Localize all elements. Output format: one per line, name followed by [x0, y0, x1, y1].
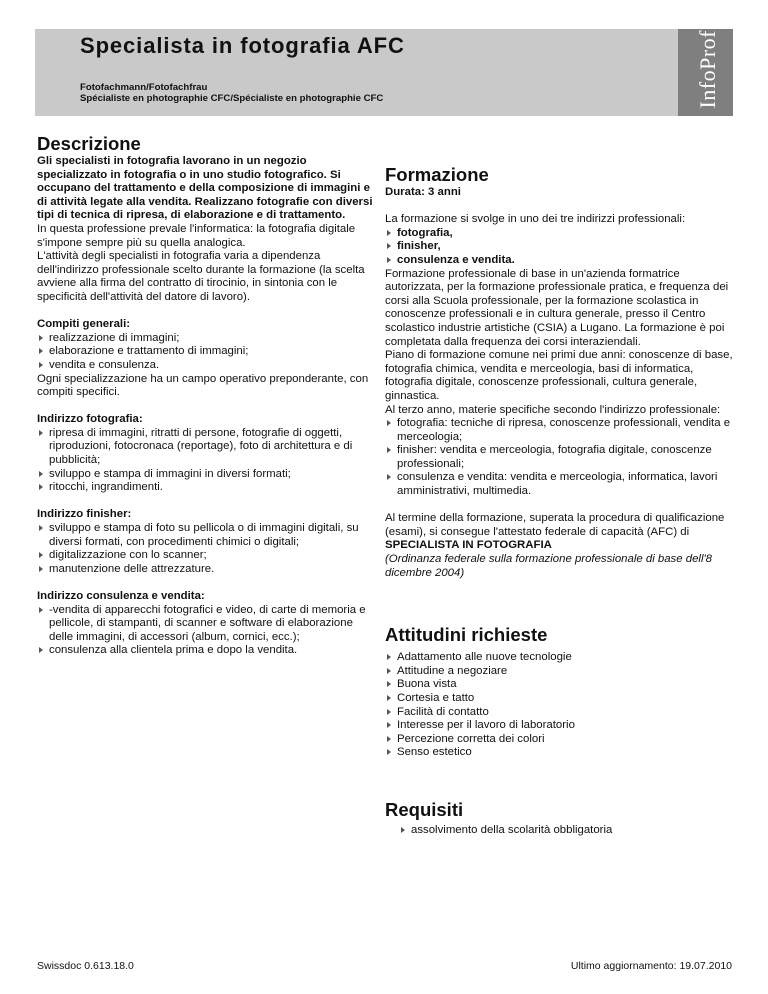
list-item: -vendita di apparecchi fotografici e video, di carte di memoria e pellicole, di stampanti, di scanner e software di elaborazione delle immagini, di accessori (album, cornici, ecc.);	[37, 604, 377, 645]
brand-bar	[678, 29, 733, 116]
list-item: consulenza alla clientela prima e dopo la vendita.	[37, 644, 377, 658]
list-item: consulenza e vendita: vendita e merceologia, informatica, lavori amministrativi, multimedia.	[385, 471, 735, 498]
fotografia-list	[37, 427, 377, 495]
list-item: Senso estetico	[385, 746, 735, 760]
titolo-afc: SPECIALISTA IN FOTOGRAFIA	[385, 539, 552, 552]
list-item: fotografia: tecniche di ripresa, conoscenze professionali, vendita e merceologia;	[385, 417, 735, 444]
finisher-heading: Indirizzo finisher:	[37, 508, 132, 521]
header-subtitle	[80, 82, 383, 104]
descrizione-intro: Gli specialisti in fotografia lavorano in un negozio specializzato in fotografia o in uno studio fotografico. Si occupano del trattamento e della composizione di immagini e di attività legate alla vendita. Realizzano fotografie con diversi tipi di tecnica di ripresa, di elaborazione e di trattamento.	[37, 155, 373, 222]
materie-list	[385, 417, 735, 499]
swissdoc-code: Swissdoc 0.613.18.0	[37, 960, 134, 972]
compiti-list	[37, 332, 377, 373]
fotografia-heading: Indirizzo fotografia:	[37, 413, 143, 426]
list-item: ritocchi, ingrandimenti.	[37, 481, 377, 495]
finisher-list	[37, 522, 377, 576]
list-item: Interesse per il lavoro di laboratorio	[385, 719, 735, 733]
requisiti-heading: Requisiti	[385, 798, 464, 820]
descrizione-heading: Descrizione	[37, 133, 141, 154]
attitudini-section	[385, 624, 735, 760]
formazione-section	[385, 164, 735, 580]
requisiti-section	[385, 799, 735, 838]
list-item: Adattamento alle nuove tecnologie	[385, 651, 735, 665]
durata: Durata: 3 anni	[385, 186, 461, 198]
list-item: ripresa di immagini, ritratti di persone, fotografie di oggetti, riproduzioni, fotocronaca (reportage), foto di architettura e di pubblicità;	[37, 427, 377, 468]
list-item: elaborazione e trattamento di immagini;	[37, 345, 377, 359]
formazione-para-2: Piano di formazione comune nei primi due anni: conoscenze di base, fotografia chimica, vendita e merceologia, basi di informatica, fotografia digitale, conoscenze professionali, cultura generale, ginnastica.	[385, 349, 733, 402]
list-item: sviluppo e stampa di foto su pellicola o di immagini digitali, su diversi formati, con procedimenti chimici o digitali;	[37, 522, 377, 549]
right-column	[385, 164, 735, 838]
list-item: finisher: vendita e merceologia, fotografia digitale, conoscenze professionali;	[385, 444, 735, 471]
consulenza-list	[37, 604, 377, 658]
list-item: vendita e consulenza.	[37, 359, 377, 373]
subtitle-german: Fotofachmann/Fotofachfrau	[80, 82, 208, 93]
list-item: consulenza e vendita.	[385, 254, 735, 268]
attitudini-list	[385, 651, 735, 760]
list-item: Attitudine a negoziare	[385, 665, 735, 679]
formazione-heading: Formazione	[385, 164, 489, 185]
header-banner	[35, 29, 733, 116]
descrizione-para-2: L'attività degli specialisti in fotografia varia a dipendenza dell'indirizzo professionale scelto durante la formazione (la scelta avviene alla firma del contratto di tirocinio, in sintonia con le specificità dell'attività del datore di lavoro).	[37, 250, 365, 303]
list-item: manutenzione delle attrezzature.	[37, 563, 377, 577]
requisiti-list	[399, 824, 735, 838]
indirizzi-list	[385, 227, 735, 268]
descrizione-section	[37, 133, 377, 658]
formazione-para-1: Formazione professionale di base in un'azienda formatrice autorizzata, per la formazione professionale pratica, e frequenza dei corsi alla Scuola professionale, per la formazione scolastica in conoscenze professionali e in cultura generale, presso il Centro scolastico industrie artistiche (CSIA) a Lugano. La formazione è poi completata dalla frequenza dei corsi interaziendali.	[385, 267, 729, 348]
list-item: Facilità di contatto	[385, 706, 735, 720]
formazione-para-3: Al terzo anno, materie specifiche secondo l'indirizzo professionale:	[385, 403, 721, 416]
formazione-intro: La formazione si svolge in uno dei tre indirizzi professionali:	[385, 213, 686, 226]
compiti-heading: Compiti generali:	[37, 318, 131, 331]
last-updated: Ultimo aggiornamento: 19.07.2010	[570, 960, 732, 972]
list-item: Percezione corretta dei colori	[385, 733, 735, 747]
list-item: Cortesia e tatto	[385, 692, 735, 706]
infoprof-logo: InfoProf	[695, 30, 720, 109]
subtitle-french: Spécialiste en photographie CFC/Spécialiste en photographie CFC	[80, 93, 384, 105]
page-title: Specialista in fotografia AFC	[80, 33, 405, 58]
list-item: fotografia,	[385, 227, 735, 241]
list-item: digitalizzazione con lo scanner;	[37, 549, 377, 563]
termine-text: Al termine della formazione, superata la procedura di qualificazione (esami), si consegue l'attestato federale di capacità (AFC) di	[385, 512, 725, 538]
compiti-note: Ogni specializzazione ha un campo operativo preponderante, con compiti specifici.	[37, 372, 369, 399]
list-item: assolvimento della scolarità obbligatoria	[399, 824, 735, 838]
attitudini-heading: Attitudini richieste	[385, 624, 548, 646]
list-item: sviluppo e stampa di immagini in diversi formati;	[37, 468, 377, 482]
list-item: finisher,	[385, 240, 735, 254]
list-item: Buona vista	[385, 678, 735, 692]
descrizione-para-1: In questa professione prevale l'informatica: la fotografia digitale s'impone sempre più su quella analogica.	[37, 222, 356, 249]
ordinanza-note: (Ordinanza federale sulla formazione professionale di base dell'8 dicembre 2004)	[385, 553, 712, 579]
consulenza-heading: Indirizzo consulenza e vendita:	[37, 590, 205, 602]
list-item: realizzazione di immagini;	[37, 332, 377, 346]
